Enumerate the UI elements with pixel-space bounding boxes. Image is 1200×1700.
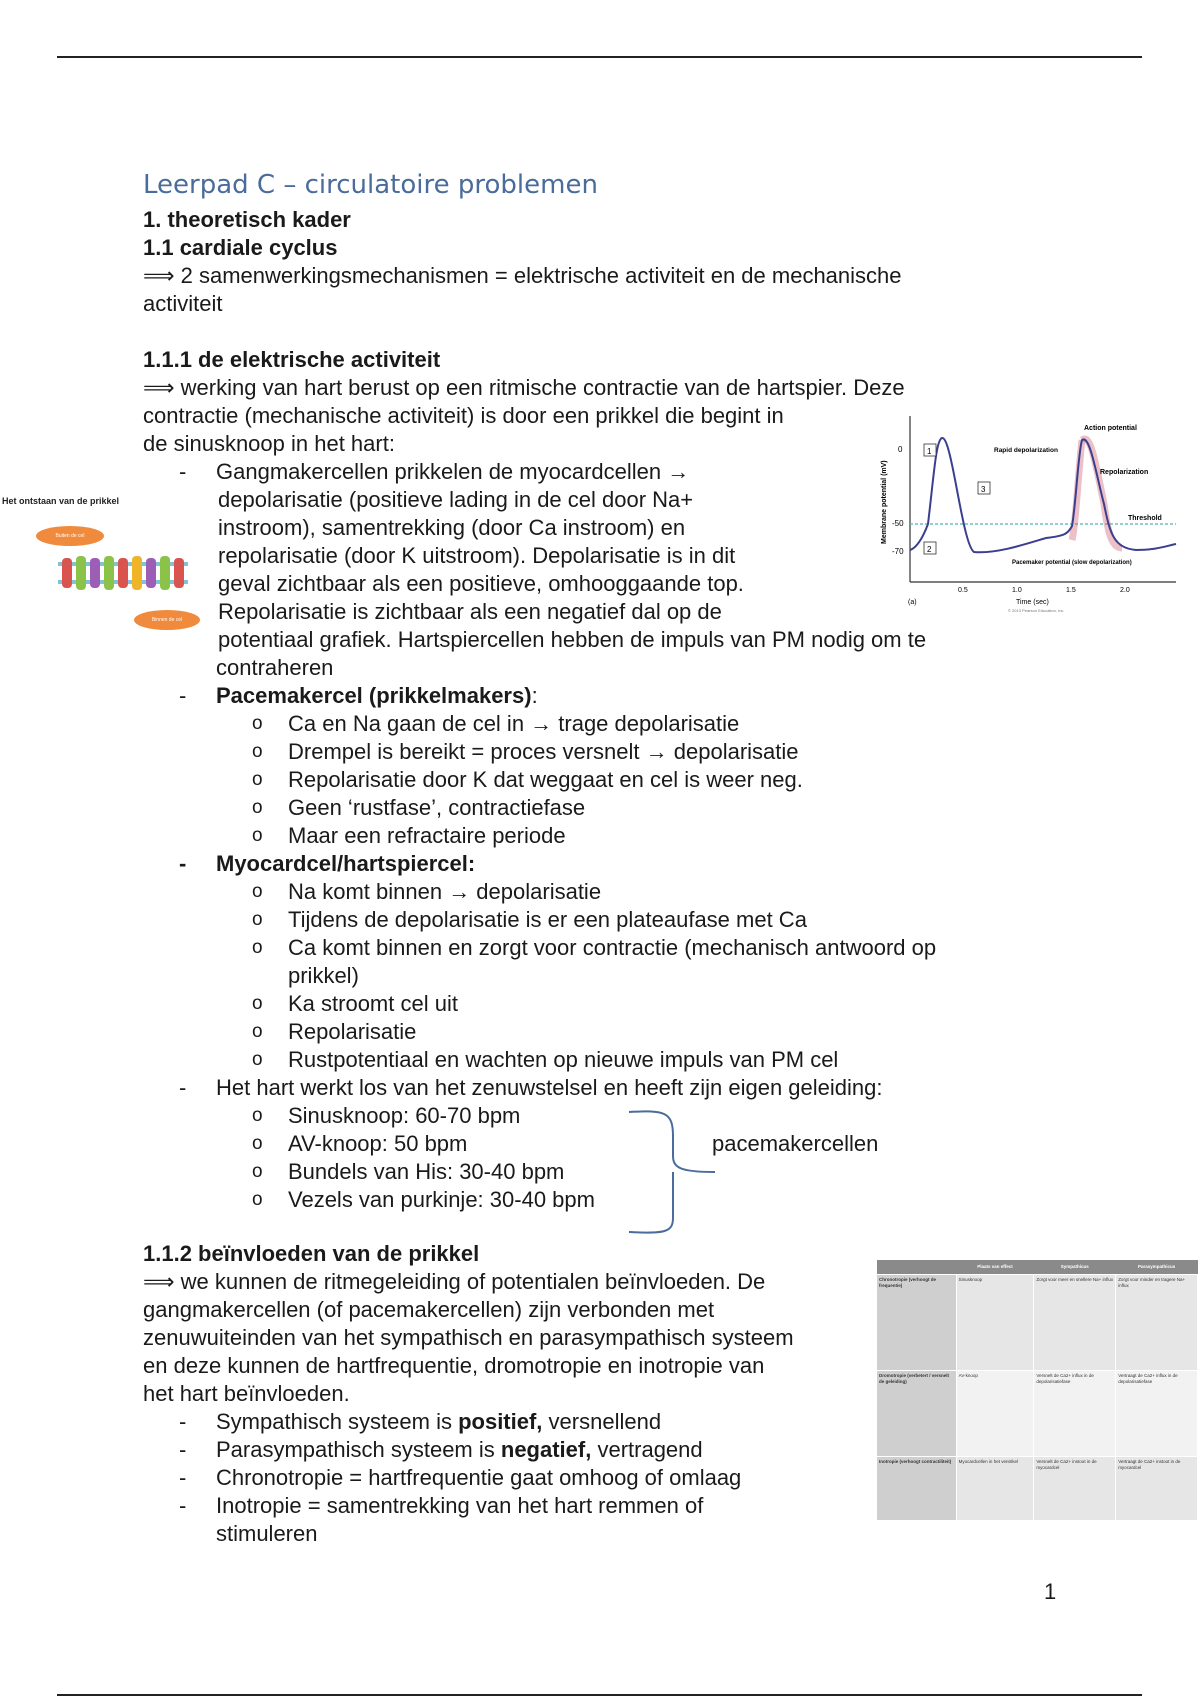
pacemaker-heading-colon: : (531, 683, 538, 708)
inotropie-item-continued: stimuleren (216, 1521, 318, 1546)
gangmaker-line-6: Repolarisatie is zichtbaar als een negatief dal op de (218, 599, 722, 624)
gangmaker-line-2: depolarisatie (positieve lading in de cel door Na+ (218, 487, 694, 512)
table-cell: Vertraagt de Ca2+ influx in de depolarisatiefase (1116, 1370, 1198, 1456)
table-row (877, 1274, 1198, 1370)
gangmaker-line-3: instroom), samentrekking (door Ca instroom) en (218, 515, 686, 540)
table-header (877, 1260, 957, 1274)
label-repolarization: Repolarization (1100, 469, 1149, 476)
section-111-line-1: ⟹ werking van hart berust op een ritmische contractie van de hartspier. Deze (143, 375, 905, 400)
sympathisch-bold: positief, (458, 1409, 543, 1434)
sympathisch-item (216, 1408, 661, 1436)
table-cell: Versnelt de Ca2+ instoot in de myocardcel (1034, 1456, 1116, 1520)
oval-outside-label: Buiten de cel (55, 533, 85, 539)
table-header: Parasympathicus (1137, 1263, 1176, 1269)
parasympathisch-item (216, 1436, 703, 1464)
box-label: 1 (927, 447, 932, 456)
heading-theoretisch-kader: 1. theoretisch kader (143, 207, 351, 232)
table-cell: Dromotropie (verbetert / versnelt de geleiding) (877, 1370, 957, 1456)
section-112-line: zenuwuiteinden van het sympathisch en parasympathisch systeem (143, 1325, 794, 1350)
section-112-line: en deze kunnen de hartfrequentie, dromotropie en inotropie van (143, 1353, 765, 1378)
figure-left-caption: Het ontstaan van de prikkel (2, 496, 120, 506)
x-tick: 1.5 (1066, 587, 1076, 594)
parasympathisch-pre: Parasympathisch systeem is (216, 1437, 501, 1462)
brace-label: pacemakercellen (712, 1131, 879, 1156)
geleiding-item: o Sinusknoop: 60-70 bpm (288, 1102, 520, 1130)
pacemaker-item: o Maar een refractaire periode (288, 822, 566, 850)
table-cell: Zorgt voor minder en tragere Na+ influx (1116, 1274, 1198, 1370)
intro-line-2: activiteit (143, 291, 223, 316)
geleiding-item: o AV-knoop: 50 bpm (288, 1130, 467, 1158)
x-tick: 1.0 (1012, 587, 1022, 594)
pacemaker-heading (216, 682, 538, 710)
chronotropie-item: - Chronotropie = hartfrequentie gaat omhoog of omlaag (216, 1464, 741, 1492)
table-row (877, 1370, 1198, 1456)
sympathisch-post: versnellend (542, 1409, 662, 1434)
label-action-potential: Action potential (1084, 425, 1137, 432)
table-header: Sympathicus (1060, 1263, 1089, 1269)
gangmaker-line-4: repolarisatie (door K uitstroom). Depolarisatie is in dit (218, 543, 736, 568)
oval-inside-label: Binnen de cel (151, 617, 183, 623)
section-111-line-2: contractie (mechanische activiteit) is door een prikkel die begint in (143, 403, 784, 428)
top-rule (57, 56, 1142, 58)
heading-beinvloeden: 1.1.2 beïnvloeden van de prikkel (143, 1241, 480, 1266)
myocard-heading: - Myocardcel/hartspiercel: (216, 850, 475, 878)
x-tick: 2.0 (1120, 587, 1130, 594)
label-threshold: Threshold (1128, 515, 1162, 522)
pacemaker-item: o Drempel is bereikt = proces versnelt → depolarisatie (288, 738, 799, 766)
myocard-item: o Tijdens de depolarisatie is er een plateaufase met Ca (288, 906, 807, 934)
section-111-line-3: de sinusknoop in het hart: (143, 431, 395, 456)
label-rapid-depolarization: Rapid depolarization (994, 447, 1058, 454)
geleiding-line: - Het hart werkt los van het zenuwstelsel en heeft zijn eigen geleiding: (216, 1074, 883, 1102)
table-cell: Chronotropie (verhoogt de frequentie) (877, 1274, 957, 1370)
section-112-line: het hart beïnvloeden. (143, 1381, 350, 1406)
y-tick: -50 (892, 519, 904, 528)
section-112-line: gangmakercellen (of pacemakercellen) zijn verbonden met (143, 1297, 715, 1322)
intro-line-1: ⟹ 2 samenwerkingsmechanismen = elektrische activiteit en de mechanische (143, 263, 902, 288)
gangmaker-line-7: potentiaal grafiek. Hartspiercellen hebben de impuls van PM nodig om te (218, 627, 927, 652)
action-potential-graph (876, 414, 1182, 620)
effects-table (876, 1260, 1198, 1521)
myocard-item-continued: prikkel) (288, 963, 359, 988)
x-tick: 0.5 (958, 587, 968, 594)
myocard-item: o Ca komt binnen en zorgt voor contractie (mechanisch antwoord op (288, 934, 936, 962)
gangmaker-line-5: geval zichtbaar als een positieve, omhooggaande top. (218, 571, 744, 596)
label-pacemaker-potential: Pacemaker potential (slow depolarization) (1012, 560, 1132, 566)
y-axis-label: Membrane potential (mV) (881, 460, 888, 544)
parasympathisch-post: vertragend (591, 1437, 703, 1462)
section-112-line: ⟹ we kunnen de ritmegeleiding of potentialen beïnvloeden. De (143, 1269, 766, 1294)
gangmaker-line-1: - Gangmakercellen prikkelen de myocardcellen → (216, 458, 689, 486)
x-axis-label: Time (sec) (1016, 599, 1049, 606)
panel-label: (a) (908, 599, 917, 606)
oval-inside (134, 610, 200, 630)
membrane-illustration (58, 544, 188, 602)
box-label: 2 (927, 545, 932, 554)
y-tick: 0 (898, 445, 903, 454)
table-header: Plaats van effect (977, 1263, 1013, 1269)
oval-outside (36, 526, 104, 546)
gangmaker-line-8: contraheren (216, 655, 334, 680)
myocard-item: o Ka stroomt cel uit (288, 990, 458, 1018)
bottom-rule (57, 1694, 1142, 1696)
table-cell: Sinusknoop (956, 1274, 1034, 1370)
page-number: 1 (1044, 1579, 1057, 1604)
sympathisch-pre: Sympathisch systeem is (216, 1409, 459, 1434)
myocard-item: o Na komt binnen → depolarisatie (288, 878, 601, 906)
geleiding-item: o Vezels van purkinje: 30-40 bpm (288, 1186, 595, 1214)
parasympathisch-bold: negatief, (500, 1437, 592, 1462)
pacemaker-item: o Geen ‘rustfase’, contractiefase (288, 794, 585, 822)
copyright: © 2013 Pearson Education, Inc. (1008, 608, 1065, 613)
table-cell: AV-knoop (956, 1370, 1034, 1456)
table-cell: Versnelt de Ca2+ influx in de depolarisatiefase (1034, 1370, 1116, 1456)
table-row (877, 1456, 1198, 1520)
table-cell: Zorgt voor meer en snellere Na+ influx (1034, 1274, 1116, 1370)
table-cell: Vertraagt de Ca2+ instoot in de myocardcel (1116, 1456, 1198, 1520)
table-cell: Myocardcellen in het ventrikel (956, 1456, 1034, 1520)
heading-cardiale-cyclus: 1.1 cardiale cyclus (143, 235, 338, 260)
brace-icon (625, 1108, 715, 1236)
figure-left (0, 496, 190, 636)
heading-elektrische-activiteit: 1.1.1 de elektrische activiteit (143, 347, 441, 372)
inotropie-item: - Inotropie = samentrekking van het hart remmen of (216, 1492, 703, 1520)
myocard-item: o Rustpotentiaal en wachten op nieuwe impuls van PM cel (288, 1046, 838, 1074)
table-cell: Inotropie (verhoogt contractiliteit) (877, 1456, 957, 1520)
pacemaker-item: o Repolarisatie door K dat weggaat en cel is weer neg. (288, 766, 803, 794)
y-tick: -70 (892, 547, 904, 556)
myocard-item: o Repolarisatie (288, 1018, 416, 1046)
pacemaker-item: o Ca en Na gaan de cel in → trage depolarisatie (288, 710, 739, 738)
pacemaker-heading-text: Pacemakercel (prikkelmakers) (216, 683, 532, 708)
geleiding-item: o Bundels van His: 30-40 bpm (288, 1158, 564, 1186)
box-label: 3 (981, 485, 986, 494)
page-title: Leerpad C – circulatoire problemen (143, 170, 598, 200)
